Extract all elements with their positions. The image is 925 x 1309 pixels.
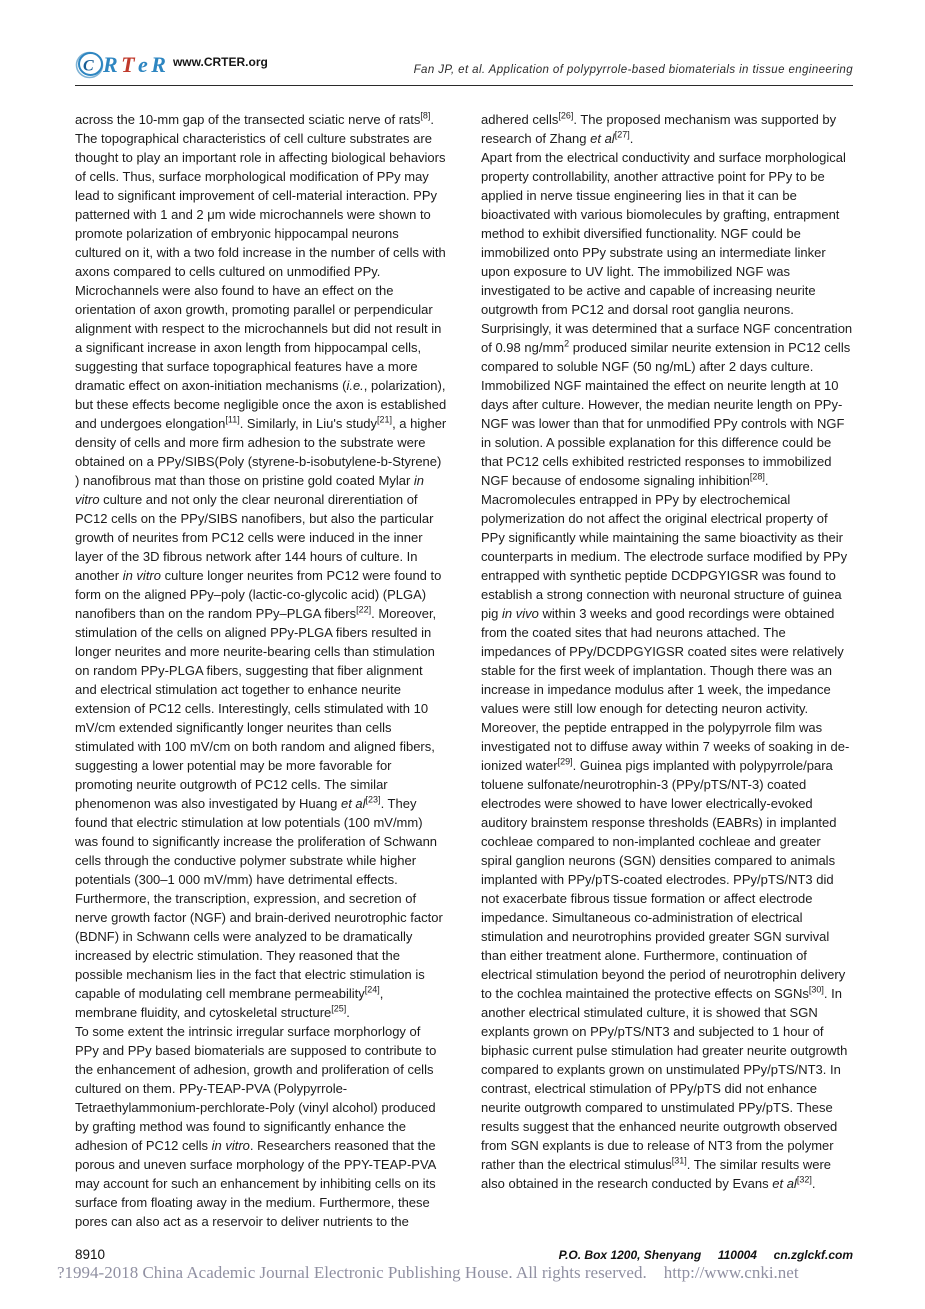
logo-letter: R — [103, 52, 117, 77]
page-number: 8910 — [75, 1247, 106, 1262]
paragraph: To some extent the intrinsic irregular surface morphorlogy of PPy and PPy based biomaterials are supposed to contribute to the enhancement of adhesion, growth and proliferation of cells cultured on them. PPy-TEAP-PVA (Polypyrrole-Tetraethylammonium-perchlorate-Poly (vinyl alcohol) produced by grafting method was found to significantly enhance the adhesion of PC12 cells in vitro. Researchers reasoned that the porous and uneven surface morphology of the PPY-TEAP-PVA may account for such an enhancement by inhibiting cells on its surface from floating away in the medium. Furthermore, these pores can also act as a reservoir to deliver nutrients to the — [75, 1024, 437, 1229]
publisher-address: P.O. Box 1200, Shenyang 110004 cn.zglckf.com — [558, 1248, 853, 1262]
running-head-citation: Fan JP, et al. Application of polypyrrole-based biomaterials in tissue engineering — [413, 64, 853, 77]
journal-logo — [75, 50, 268, 80]
paragraph: across the 10-mm gap of the transected sciatic nerve of rats[8]. The topographical characteristics of cell culture substrates are thought to play an important role in affecting biological behaviors of cells. Thus, surface morphological modification of PPy may lead to significant improvement of cell-material interaction. PPy patterned with 1 and 2 μm wide microchannels were shown to promote polarization of embryonic hippocampal neurons cultured on it, with a two fold increase in the number of cells with axons compared to cells cultured on unmodified PPy. Microchannels were also found to have an effect on the orientation of axon growth, promoting parallel or perpendicular alignment with respect to the microchannels but did not result in a significant increase in axon length from hippocampal cells, suggesting that surface topographical features have a more dramatic effect on axon-initiation mechanisms (i.e., polarization), but these effects become negligible once the axon is established and undergoes elongation[11]. Similarly, in Liu's study[21], a higher density of cells and more firm adhesion to the substrate were obtained on a PPy/SIBS(Poly (styrene-b-isobutylene-b-Styrene) ) nanofibrous mat than those on pristine gold coated Mylar in vitro culture and not only the clear neuronal direrentiation of PC12 cells on the PPy/SIBS nanofibers, but also the particular growth of neurites from PC12 cells were induced in the inner layer of the 3D fibrous network after 144 hours of culture. In another in vitro culture longer neurites from PC12 were found to form on the aligned PPy–poly (lactic-co-glycolic acid) (PLGA) nanofibers than on the random PPy–PLGA fibers[22]. Moreover, stimulation of the cells on aligned PPy-PLGA fibers resulted in longer neurites and more neurite-bearing cells than stimulation on random PPy-PLGA fibers, suggesting that fiber alignment and electrical stimulation act together to enhance neurite extension of PC12 cells. Interestingly, cells stimulated with 10 mV/cm extended significantly longer neurites than cells stimulated with 100 mV/cm on both random and aligned fibers, suggesting a lower potential may be more favorable for promoting neurite outgrowth of PC12 cells. The similar phenomenon was also investigated by Huang et al[23]. They found that electric stimulation at low potentials (100 mV/mm) was found to significantly increase the proliferation of Schwann cells through the conductive polymer substrate while higher potentials (300–1 000 mV/mm) have detrimental effects. Furthermore, the transcription, expression, and secretion of nerve growth factor (NGF) and brain-derived neurotrophic factor (BDNF) in Schwann cells were analyzed to be dramatically increased by electric stimulation. They reasoned that the possible mechanism lies in the fact that electric stimulation is capable of modulating cell membrane permeability[24], membrane fluidity, and cytoskeletal structure[25]. — [75, 110, 447, 1020]
paragraph: Apart from the electrical conductivity and surface morphological property controllability, another attractive point for PPy to be applied in nerve tissue engineering lies in that it can be bioactivated with various biomolecules by grafting, entrapment method to exhibit diversified functionality. NGF could be immobilized onto PPy substrate using an intermediate linker upon exposure to UV light. The immobilized NGF was investigated to be active and capable of increasing neurite outgrowth from PC12 and dorsal root ganglia neurons. Surprisingly, it was determined that a surface NGF concentration of 0.98 $ng/mm^2$ produced similar neurite extension in PC12 cells compared to soluble NGF (50 ng/mL) after 2 days culture. Immobilized NGF maintained the effect on neurite length at 10 days after culture. However, the median neurite length on PPy-NGF was lower than that for unmodified PPy controls with NGF in solution. A possible explanation for this difference could be that PC12 cells exhibited restricted responses to immobilized NGF because of endosome signaling inhibition[28]. — [481, 150, 853, 488]
logo-letter: T — [121, 52, 134, 77]
logo-letter: R — [151, 52, 165, 77]
logo-letters — [103, 52, 165, 78]
left-column — [75, 110, 447, 1231]
page-header — [75, 50, 853, 86]
logo-letter-c: C — [83, 57, 94, 75]
article-columns — [75, 110, 853, 1231]
page-footer — [75, 1247, 853, 1262]
right-column — [481, 110, 853, 1231]
cnki-watermark: ?1994-2018 China Academic Journal Electronic Publishing House. All rights reserved. http://www.cnki.net — [57, 1263, 799, 1282]
paragraph: adhered cells[26]. The proposed mechanism was supported by research of Zhang et al[27]. — [481, 110, 837, 146]
paragraph: Macromolecules entrapped in PPy by electrochemical polymerization do not affect the original electrical property of PPy significantly while maintaining the same bioactivity as their counterparts in medium. The electrode surface modified by PPy entrapped with synthetic peptide DCDPGYIGSR was found to establish a strong connection with neuronal structure of guinea pig in vivo within 3 weeks and good recordings were obtained from the coated sites that had neurons attached. The impedances of PPy/DCDPGYIGSR coated sites were relatively stable for the first week of implantation. Though there was an increase in impedance modulus after 1 week, the impedance values were still low enough for detecting neuron activity. Moreover, the peptide entrapped in the polypyrrole film was investigated not to diffuse away within 7 weeks of soaking in de-ionized water[29]. Guinea pigs implanted with polypyrrole/para toluene sulfonate/neurotrophin-3 (PPy/pTS/NT-3) coated electrodes were showed to have lower electrically-evoked auditory brainstem response thresholds (EABRs) in implanted cochleae compared to non-implanted cochleae and greater spiral ganglion neurons (SGN) densities compared to animals implanted with PPy/pTS-coated electrodes. PPy/pTS/NT3 did not exacerbate fibrous tissue formation or affect electrode impedance. Simultaneous co-administration of electrical stimulation and neurotrophins provided greater SGN survival than either treatment alone. Furthermore, continuation of electrical stimulation beyond the period of neurotrophin delivery to the cochlea maintained the protective effects on SGNs[30]. In another electrical stimulated culture, it is showed that SGN explants grown on PPy/pTS/NT3 and subjected to 1 hour of biphasic current pulse stimulation had greater neurite outgrowth compared to explants grown on unstimulated PPy/pTS/NT3. In contrast, electrical stimulation of PPy/pTS did not enhance neurite outgrowth compared to unstimulated PPy/pTS. These results suggest that the enhanced neurite outgrowth observed from SGN explants is due to release of NT3 from the polymer rather than the electrical stimulus[31]. The similar results were also obtained in the research conducted by Evans et al[32]. — [481, 492, 850, 1191]
logo-site-url: www.CRTER.org — [172, 55, 268, 69]
logo-letter: e — [138, 52, 147, 77]
